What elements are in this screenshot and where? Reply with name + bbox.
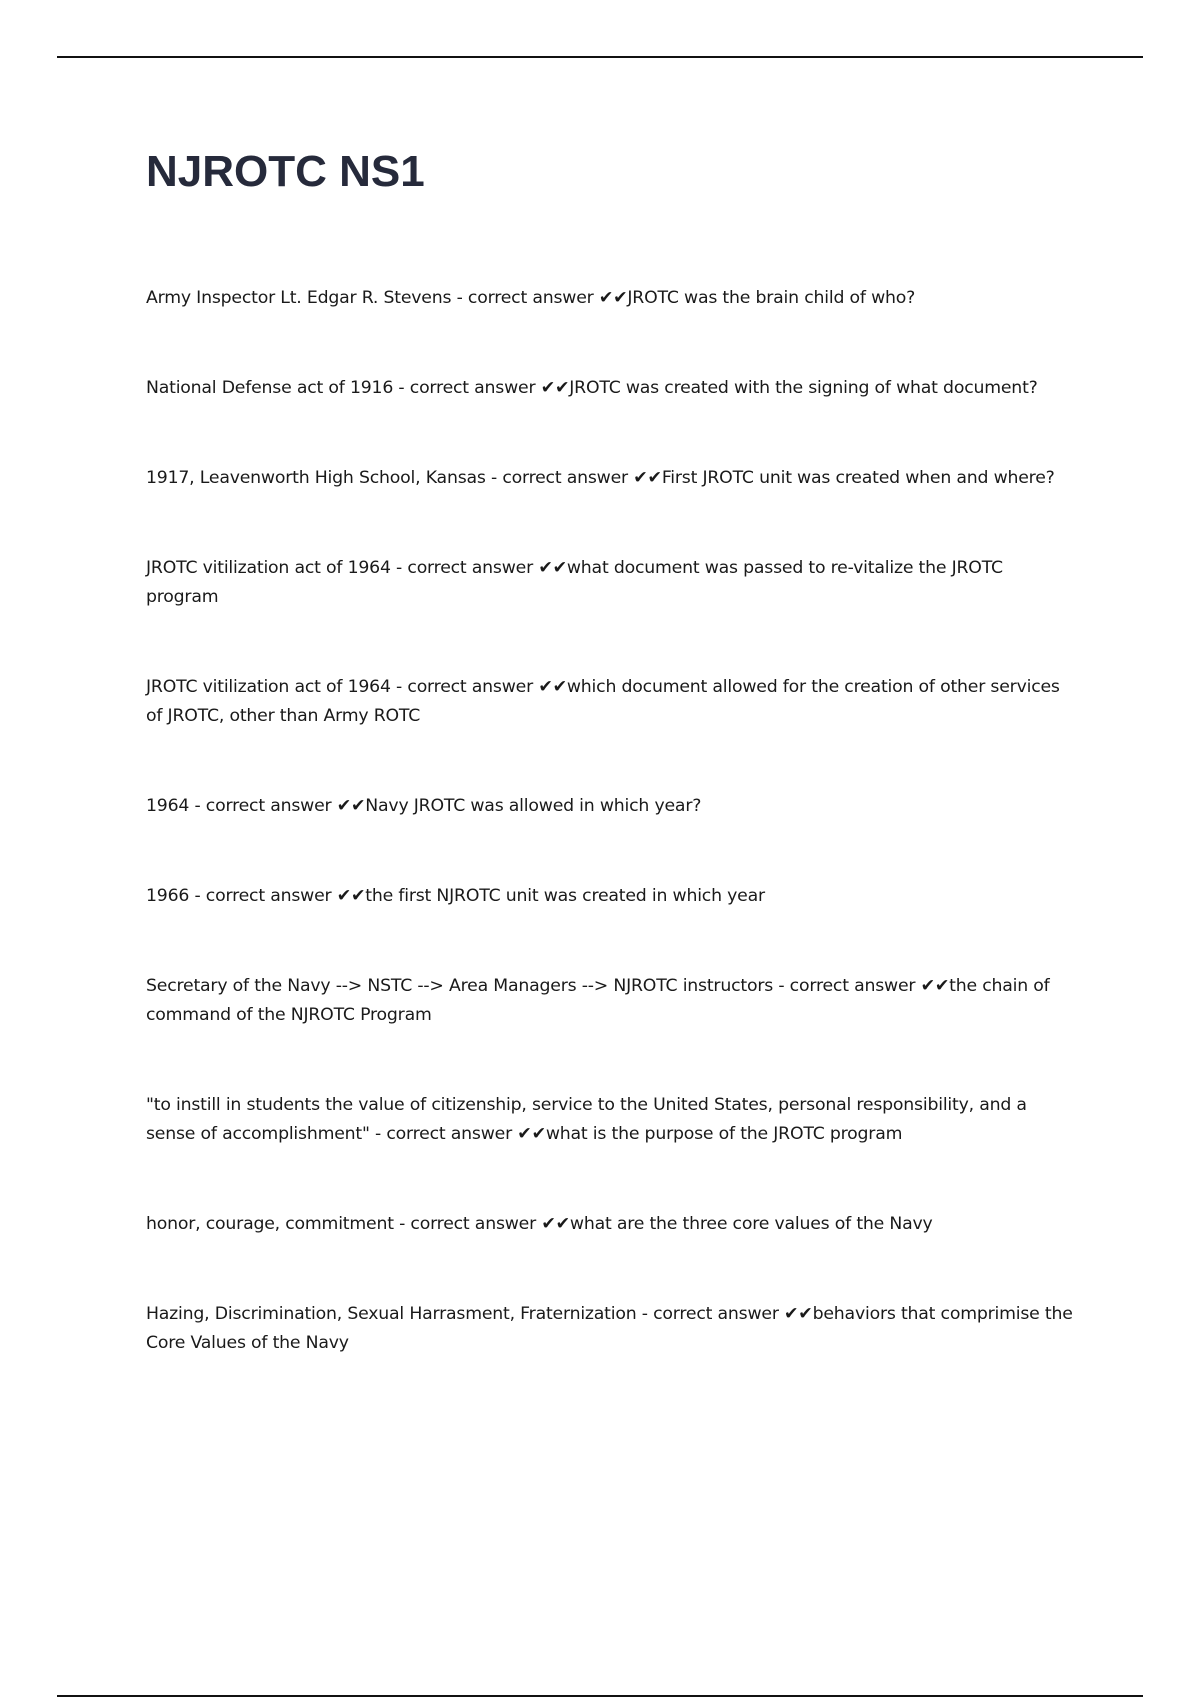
qa-list — [146, 284, 1076, 1358]
answer-text: Secretary of the Navy --> NSTC --> Area Managers --> NJROTC instructors — [146, 976, 774, 996]
question-text: JROTC was created with the signing of what document? — [569, 378, 1038, 398]
question-text: what document was passed to re-vitalize the JROTC program — [146, 558, 1003, 607]
question-text: the first NJROTC unit was created in which year — [365, 886, 765, 906]
double-check-icon: ✔✔ — [538, 558, 567, 578]
answer-text: Hazing, Discrimination, Sexual Harrasment, Fraternization — [146, 1304, 637, 1324]
top-rule — [57, 56, 1143, 58]
answer-text: 1966 — [146, 886, 190, 906]
qa-item — [146, 1210, 1076, 1239]
qa-item — [146, 1091, 1076, 1149]
qa-item — [146, 464, 1076, 493]
answer-text: 1917, Leavenworth High School, Kansas — [146, 468, 486, 488]
answer-text: "to instill in students the value of citizenship, service to the United States, personal responsibility, and a sense of accomplishment" — [146, 1095, 1027, 1144]
qa-item — [146, 374, 1076, 403]
question-text: the chain of command of the NJROTC Program — [146, 976, 1050, 1025]
separator-text: - correct answer — [485, 468, 634, 488]
separator-text: - correct answer — [393, 378, 541, 398]
question-text: First JROTC unit was created when and where? — [661, 468, 1055, 488]
double-check-icon: ✔✔ — [336, 796, 366, 816]
qa-item — [146, 554, 1076, 612]
question-text: JROTC was the brain child of who? — [627, 288, 916, 308]
separator-text: - correct answer — [189, 796, 337, 816]
question-text: what is the purpose of the JROTC program — [545, 1124, 903, 1144]
document-body — [146, 142, 1076, 1419]
answer-text: JROTC vitilization act of 1964 — [146, 558, 391, 578]
double-check-icon: ✔✔ — [517, 1124, 546, 1144]
document-title: NJROTC NS1 — [146, 147, 425, 196]
double-check-icon: ✔✔ — [920, 976, 950, 996]
separator-text: - correct answer — [773, 976, 921, 996]
answer-text: honor, courage, commitment — [146, 1214, 394, 1234]
question-text: behaviors that comprimise the Core Values of the Navy — [146, 1304, 1073, 1353]
separator-text: - correct answer — [189, 886, 337, 906]
double-check-icon: ✔✔ — [540, 378, 570, 398]
question-text: which document allowed for the creation of other services of JROTC, other than Army ROTC — [146, 677, 1060, 726]
qa-item — [146, 284, 1076, 313]
double-check-icon: ✔✔ — [784, 1304, 813, 1324]
qa-item — [146, 1300, 1076, 1358]
double-check-icon: ✔✔ — [541, 1214, 570, 1234]
separator-text: - correct answer — [369, 1124, 518, 1144]
separator-text: - correct answer — [390, 677, 539, 697]
qa-item — [146, 792, 1076, 821]
double-check-icon: ✔✔ — [336, 886, 366, 906]
qa-item — [146, 673, 1076, 731]
double-check-icon: ✔✔ — [598, 288, 628, 308]
answer-text: Army Inspector Lt. Edgar R. Stevens — [146, 288, 452, 308]
answer-text: National Defense act of 1916 — [146, 378, 394, 398]
question-text: Navy JROTC was allowed in which year? — [365, 796, 702, 816]
separator-text: - correct answer — [390, 558, 539, 578]
answer-text: JROTC vitilization act of 1964 — [146, 677, 391, 697]
qa-item — [146, 882, 1076, 911]
bottom-rule — [57, 1695, 1143, 1697]
separator-text: - correct answer — [636, 1304, 785, 1324]
separator-text: - correct answer — [451, 288, 599, 308]
double-check-icon: ✔✔ — [538, 677, 567, 697]
answer-text: 1964 — [146, 796, 190, 816]
question-text: what are the three core values of the Navy — [569, 1214, 933, 1234]
qa-item — [146, 972, 1076, 1030]
double-check-icon: ✔✔ — [633, 468, 662, 488]
separator-text: - correct answer — [393, 1214, 542, 1234]
